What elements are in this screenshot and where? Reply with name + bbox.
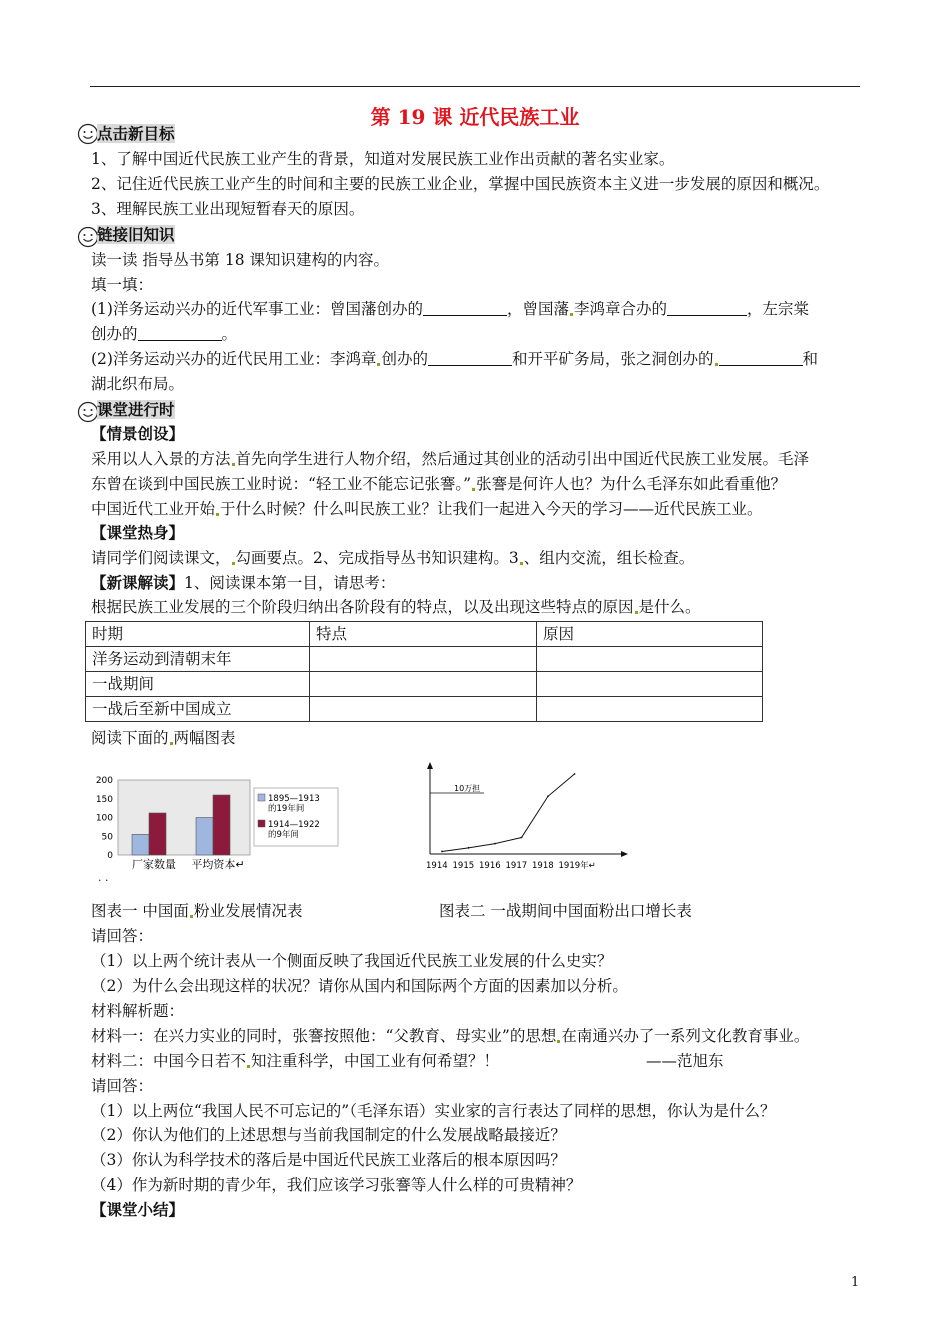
- answer-blank[interactable]: [428, 349, 512, 366]
- data-point: [521, 837, 523, 839]
- question-2: （2）为什么会出现这样的状况？请你从国内和国际两个方面的因素加以分析。: [91, 977, 628, 995]
- legend-label: 1895—1913: [268, 794, 320, 804]
- material-1: 材料一：在兴力实业的同时，张謇按照他：“父教育、母实业”的思想 在南通兴办了一系列文化教育事业。: [91, 1027, 810, 1045]
- chart-decoration-dots: · ·: [98, 874, 109, 887]
- page-title: 第 19 课 近代民族工业: [370, 105, 580, 129]
- table-cell-empty[interactable]: [310, 697, 537, 722]
- question-1: （1）以上两个统计表从一个侧面反映了我国近代民族工业发展的什么史实？: [91, 952, 613, 970]
- table-row: [86, 672, 763, 697]
- fill-question-1: (1)洋务运动兴办的近代军事工业：曾国藩创办的 ，曾国藩 李鸿章合办的 ，左宗棠: [91, 300, 810, 318]
- y-tick-label: 50: [101, 832, 113, 843]
- fill-question-2: (2)洋务运动兴办的近代民用工业：李鸿章 创办的 和开平矿务局，张之洞创办的 和: [91, 350, 819, 368]
- summary-heading: 【课堂小结】: [91, 1200, 185, 1219]
- goal-1: 1、了解中国近代民族工业产生的背景，知道对发展民族工业作出贡献的著名实业家。: [91, 150, 675, 168]
- x-tick-label: 1918: [532, 861, 554, 871]
- smiley-icon: [77, 226, 99, 248]
- table-header-cell: 特点: [310, 622, 537, 647]
- goal-3: 3、理解民族工业出现短暂春天的原因。: [91, 200, 365, 218]
- legend-swatch: [258, 820, 265, 827]
- table-cell: 一战期间: [86, 672, 310, 697]
- table-cell: 洋务运动到清朝末年: [86, 647, 310, 672]
- newlesson-line: 【新课解读】1、阅读课本第一目，请思考：: [91, 573, 396, 592]
- table-header-cell: 原因: [537, 622, 763, 647]
- data-point: [441, 851, 443, 853]
- material-2: 材料二：中国今日若不 知注重科学，中国工业有何希望？！: [91, 1052, 500, 1070]
- answer-blank[interactable]: [423, 299, 507, 316]
- table-cell-empty[interactable]: [537, 697, 763, 722]
- question-2-2: （2）你认为他们的上述思想与当前我国制定的什么发展战略最接近？: [91, 1126, 566, 1144]
- questions1-ask: 请回答：: [91, 927, 154, 945]
- section-class-heading: 课堂进行时: [97, 400, 175, 419]
- answer-blank[interactable]: [719, 349, 803, 366]
- y-tick-label: 100: [95, 813, 113, 824]
- chart2-caption: 图表二 一战期间中国面粉出口增长表: [439, 902, 692, 920]
- page-number: 1: [851, 1275, 860, 1290]
- section-review-heading: 链接旧知识: [97, 225, 175, 244]
- review-fill: 填一填：: [91, 276, 154, 294]
- header-rule: [90, 86, 860, 87]
- answer-blank[interactable]: [138, 324, 222, 341]
- scene-paragraph-line: 东曾在谈到中国民族工业时说：“轻工业不能忘记张謇。” 张謇是何许人也？为什么毛泽东如此看重他？: [91, 475, 787, 493]
- table-cell-empty[interactable]: [310, 647, 537, 672]
- read-charts-prompt: 阅读下面的 两幅图表: [91, 729, 236, 747]
- materials-heading: 材料解析题：: [91, 1002, 185, 1020]
- chart1-caption: 图表一 中国面 粉业发展情况表: [91, 902, 303, 920]
- x-tick-label: 1917: [505, 861, 528, 871]
- bar-chart-flour-industry: [88, 770, 348, 878]
- x-tick-label: 1914: [426, 861, 448, 871]
- table-header-cell: 时期: [86, 622, 310, 647]
- x-axis-arrow: [621, 851, 628, 857]
- table-cell-empty[interactable]: [310, 672, 537, 697]
- smiley-icon: [77, 401, 99, 423]
- line-chart-flour-export: [420, 762, 630, 874]
- table-cell: 一战后至新中国成立: [86, 697, 310, 722]
- data-point: [494, 843, 496, 845]
- y-tick-label: 0: [107, 851, 113, 861]
- legend-label: 的9年间: [268, 830, 299, 840]
- bar: [213, 795, 230, 855]
- question-2-1: （1）以上两位“我国人民不可忘记的”（毛泽东语）实业家的言行表达了同样的思想，你认为是什么？: [91, 1102, 776, 1120]
- data-point: [574, 773, 576, 775]
- category-label: 平均资本↵: [191, 858, 245, 871]
- newlesson-task: 根据民族工业发展的三个阶段归纳出各阶段有的特点，以及出现这些特点的原因 是什么。: [91, 598, 701, 616]
- y-axis-arrow: [427, 762, 433, 769]
- section-goals-heading: 点击新目标: [97, 124, 175, 143]
- answer-blank[interactable]: [667, 299, 747, 316]
- warmup-text: 请同学们阅读课文， 勾画要点。2、完成指导丛书知识建构。3 、组内交流，组长检查。: [91, 549, 695, 567]
- fill-question-1-cont: 创办的 。: [91, 325, 238, 343]
- legend-label: 的19年间: [268, 804, 305, 814]
- chart-annotation: 10万担: [454, 784, 481, 793]
- material-2-source: ——范旭东: [646, 1052, 724, 1070]
- legend-label: 1914—1922: [268, 820, 320, 830]
- y-tick-label: 200: [95, 776, 113, 786]
- table-cell-empty[interactable]: [537, 672, 763, 697]
- question-2-3: （3）你认为科学技术的落后是中国近代民族工业落后的根本原因吗？: [91, 1151, 566, 1169]
- x-tick-label: 1915: [452, 861, 475, 871]
- warmup-heading: 【课堂热身】: [91, 523, 185, 542]
- fill-question-2-cont: 湖北织布局。: [91, 375, 185, 393]
- questions2-ask: 请回答：: [91, 1077, 154, 1095]
- x-tick-label: 1916: [479, 861, 501, 871]
- bar: [149, 813, 166, 855]
- table-row: [86, 697, 763, 722]
- legend-swatch: [258, 794, 265, 801]
- y-tick-label: 150: [95, 794, 113, 805]
- table-row: [86, 647, 763, 672]
- review-read: 读一读 指导丛书第 18 课知识建构的内容。: [91, 251, 390, 269]
- data-point: [547, 795, 549, 797]
- scene-heading: 【情景创设】: [91, 424, 185, 443]
- stages-table: [85, 621, 763, 722]
- x-tick-label: 1919年↵: [558, 861, 596, 871]
- bar: [196, 818, 213, 856]
- smiley-icon: [77, 123, 99, 145]
- scene-paragraph-line: 采用以人入景的方法 首先向学生进行人物介绍，然后通过其创业的活动引出中国近代民族工业发展。毛泽: [91, 450, 810, 468]
- data-point: [468, 847, 470, 849]
- goal-2: 2、记住近代民族工业产生的时间和主要的民族工业企业，掌握中国民族资本主义进一步发展的原因和概况。: [91, 175, 830, 193]
- table-header-row: [86, 622, 763, 647]
- scene-paragraph-line: 中国近代工业开始 于什么时候？什么叫民族工业？让我们一起进入今天的学习——近代民族工业。: [91, 500, 763, 518]
- table-cell-empty[interactable]: [537, 647, 763, 672]
- category-label: 厂家数量: [132, 858, 176, 871]
- bar: [132, 834, 149, 855]
- question-2-4: （4）作为新时期的青少年，我们应该学习张謇等人什么样的可贵精神？: [91, 1176, 582, 1194]
